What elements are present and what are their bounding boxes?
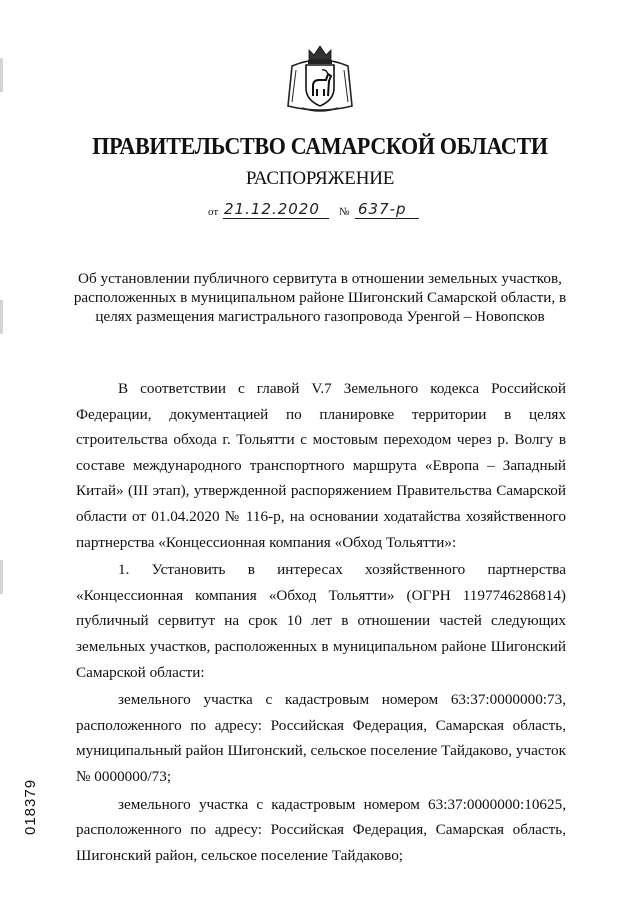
preamble-paragraph: В соответствии с главой V.7 Земельного кодекса Российской Федерации, документацией по планировке территории в целях строительства обхода г. Тольятти с мостовым переходом через р. Волгу в составе международного транспортного маршрута «Европа – Западный Китай» (III этап), утвержденной распоряжением Правительства Самарской области от 01.04.2020 № 116-р, на основании ходатайства хозяйственного партнерства «Концессионная компания «Обход Тольятти»:: [76, 380, 566, 551]
government-title: ПРАВИТЕЛЬСТВО САМАРСКОЙ ОБЛАСТИ: [92, 131, 548, 160]
document-reference: [208, 200, 438, 220]
samara-coat-of-arms-icon: [282, 40, 358, 116]
scan-edge-mark: [0, 300, 3, 334]
scan-edge-mark: [0, 560, 3, 594]
number-underline: [355, 218, 419, 219]
number-prefix: №: [339, 206, 350, 218]
document-subject: Об установлении публичного сервитута в отношении земельных участков, расположенных в муниципальном районе Шигонский Самарской области, в целях размещения магистрального газопровода Уренгой – Новопсков: [73, 270, 567, 325]
document-type: РАСПОРЯЖЕНИЕ: [245, 168, 395, 189]
document-number: 637-р: [358, 200, 407, 218]
date-prefix: от: [208, 206, 219, 218]
clause-paragraph: 1. Установить в интересах хозяйственного партнерства «Концессионная компания «Обход Тольятти» (ОГРН 1197746286814) публичный сервитут на срок 10 лет в отношении частей следующих земельных участков, расположенных в муниципальном районе Шигонский Самарской области:: [76, 561, 566, 681]
land-plot-paragraph: земельного участка с кадастровым номером 63:37:0000000:10625, расположенного по адресу: Российская Федерация, Самарская область, Шигонский район, сельское поселение Тайдаково;: [76, 795, 566, 864]
document-date: 21.12.2020: [224, 200, 320, 218]
registration-number: 018379: [22, 778, 39, 836]
document-body: [76, 376, 566, 870]
land-plot-paragraph: земельного участка с кадастровым номером 63:37:0000000:73, расположенного по адресу: Российская Федерация, Самарская область, муниципальный район Шигонский, сельское поселение Тайдаково, участок № 0000000/73;: [76, 691, 566, 785]
date-underline: [223, 218, 329, 219]
scan-edge-mark: [0, 58, 3, 92]
